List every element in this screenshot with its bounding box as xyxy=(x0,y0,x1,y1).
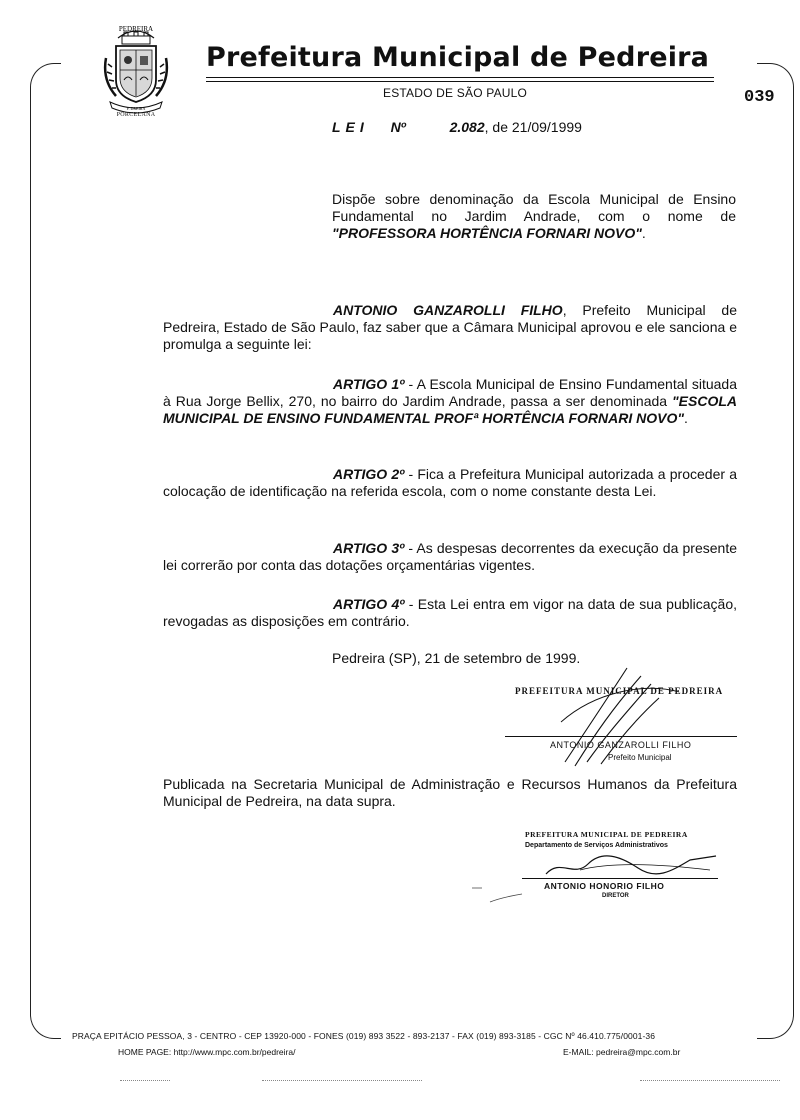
law-date: , de 21/09/1999 xyxy=(484,119,582,135)
article-2-label: ARTIGO 2º xyxy=(333,466,405,482)
article-1-end: . xyxy=(684,410,688,426)
scan-artifact xyxy=(640,1080,780,1081)
school-name-emphasis: "PROFESSORA HORTÊNCIA FORNARI NOVO" xyxy=(332,225,642,241)
publication-note: Publicada na Secretaria Municipal de Administração e Recursos Humanos da Prefeitura Municipal de Pedreira, na data supra. xyxy=(163,776,737,809)
article-2-text: - Fica a Prefeitura Municipal autorizada a proceder a colocação de identificação na referida escola, com o nome constante desta Lei. xyxy=(163,466,737,499)
article-3 xyxy=(163,540,737,574)
svg-text:PEDREIRA: PEDREIRA xyxy=(118,25,154,33)
footer-address: PRAÇA EPITÁCIO PESSOA, 3 - CENTRO - CEP 13920-000 - FONES (019) 893 3522 - 893-2137 - FAX (019) 893-3185 - CGC Nº 46.410.775/0001-36 xyxy=(72,1031,656,1041)
director-signature-name: ANTONIO HONORIO FILHO xyxy=(544,881,665,891)
page-title: Prefeitura Municipal de Pedreira xyxy=(206,42,710,73)
director-signature-icon xyxy=(540,850,720,880)
scan-artifact xyxy=(120,1080,170,1081)
law-number-line xyxy=(332,119,582,135)
mayor-signature-role: Prefeito Municipal xyxy=(608,753,672,762)
footer-homepage: HOME PAGE: http://www.mpc.com.br/pedreira/ xyxy=(118,1047,296,1057)
article-1 xyxy=(163,376,737,427)
preamble-text: , Prefeito Municipal de Pedreira, Estado de São Paulo, faz saber que a Câmara Municipal aprovou e ele sanciona e promulga a seguinte lei: xyxy=(163,302,737,352)
article-3-text: - As despesas decorrentes da execução da presente lei correrão por conta das dotações orçamentárias vigentes. xyxy=(163,540,737,573)
summary-text: Dispõe sobre denominação da Escola Municipal de Ensino Fundamental no Jardim Andrade, com o nome de xyxy=(332,191,736,224)
article-3-label: ARTIGO 3º xyxy=(333,540,405,556)
article-1-label: ARTIGO 1º xyxy=(333,376,405,392)
preamble-paragraph xyxy=(163,302,737,353)
page-frame-left xyxy=(30,63,61,1039)
mayor-signature-line xyxy=(505,736,737,737)
summary-end: . xyxy=(641,225,646,241)
svg-text:P. DREIRA: P. DREIRA xyxy=(126,106,146,111)
date-place: Pedreira (SP), 21 de setembro de 1999. xyxy=(332,650,581,666)
director-signature-role: DIRETOR xyxy=(602,893,629,899)
law-number: 2.082 xyxy=(449,119,485,135)
footer-email: E-MAIL: pedreira@mpc.com.br xyxy=(563,1047,681,1057)
director-department: Departamento de Serviços Administrativos xyxy=(525,842,668,849)
title-rule xyxy=(206,77,714,78)
crest-caption: PORCELANA xyxy=(116,112,156,118)
numero-label: Nº xyxy=(390,119,406,135)
lei-label: LEI xyxy=(332,119,369,135)
mayor-stamp: PREFEITURA MUNICIPAL DE PEDREIRA xyxy=(515,686,724,696)
mayor-name: ANTONIO GANZAROLLI FILHO xyxy=(333,302,563,318)
article-4 xyxy=(163,596,737,630)
article-1-emphasis: "ESCOLA MUNICIPAL DE ENSINO FUNDAMENTAL PROFª HORTÊNCIA FORNARI NOVO" xyxy=(163,393,737,426)
scan-artifact xyxy=(262,1080,422,1081)
scan-mark-icon xyxy=(470,884,530,914)
mayor-signature-name: ANTONIO GANZAROLLI FILHO xyxy=(550,740,692,750)
director-stamp: PREFEITURA MUNICIPAL DE PEDREIRA xyxy=(525,830,688,839)
municipal-crest-icon xyxy=(100,18,172,122)
page-frame-right xyxy=(757,63,794,1039)
article-2 xyxy=(163,466,737,500)
article-1-text: - A Escola Municipal de Ensino Fundamental situada à Rua Jorge Bellix, 270, no bairro do Jardim Andrade, passa a ser denominada xyxy=(163,376,737,409)
title-rule-secondary xyxy=(206,81,714,82)
article-4-label: ARTIGO 4º xyxy=(333,596,405,612)
director-signature-line xyxy=(522,878,718,879)
page-number: 039 xyxy=(744,88,775,107)
article-4-text: - Esta Lei entra em vigor na data de sua publicação, revogadas as disposições em contrário. xyxy=(163,596,738,629)
state-subtitle: ESTADO DE SÃO PAULO xyxy=(383,86,528,100)
law-summary xyxy=(332,191,736,242)
